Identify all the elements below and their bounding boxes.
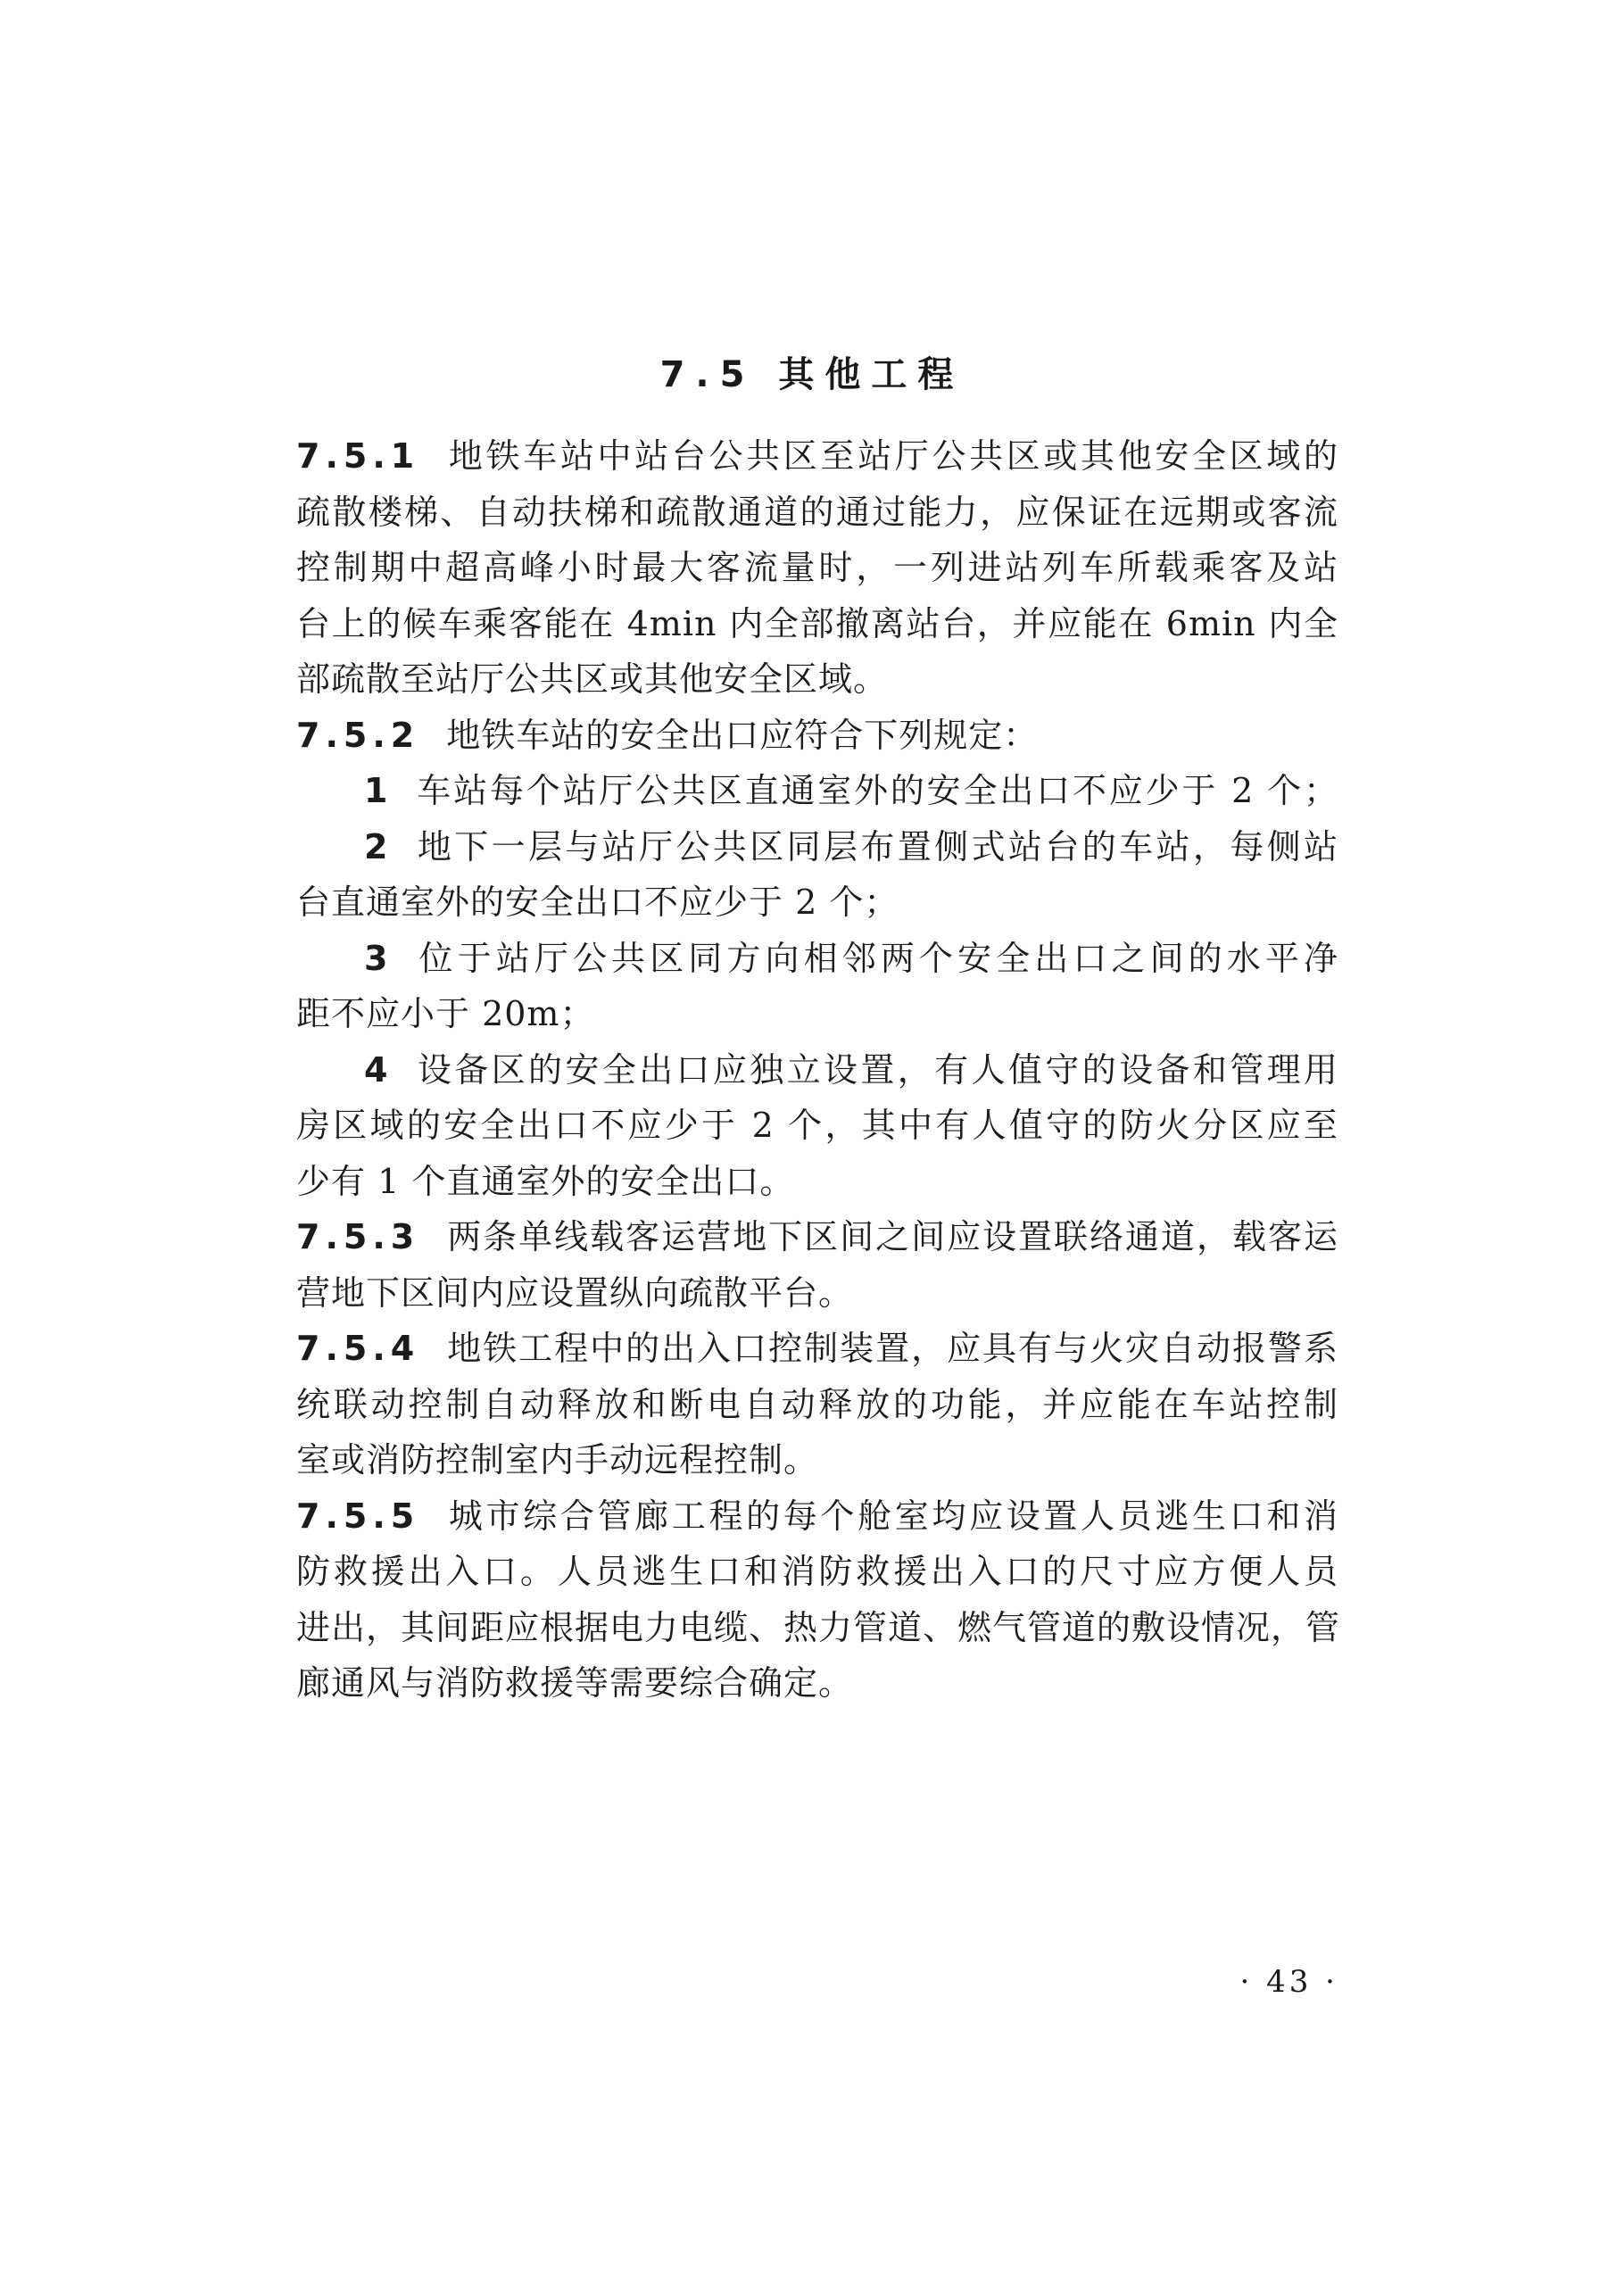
clause-7-5-5-line-2: 防救援出入口。人员逃生口和消防救援出入口的尺寸应方便人员	[296, 1552, 1338, 1591]
clause-7-5-1-line-1	[296, 428, 1338, 485]
clause-number: 7.5.4	[296, 1329, 420, 1368]
clause-7-5-1-line-2: 疏散楼梯、自动扶梯和疏散通道的通过能力，应保证在远期或客流	[296, 492, 1338, 532]
item-number: 4	[364, 1049, 389, 1090]
item-text: 设备区的安全出口应独立设置，有人值守的设备和管理用	[415, 1049, 1338, 1090]
section-title: 7.5 其他工程	[659, 354, 965, 395]
item-4-line-1	[296, 1042, 1338, 1098]
item-2-line-2: 台直通室外的安全出口不应少于 2 个；	[296, 883, 899, 922]
clause-text: 地铁车站中站台公共区至站厅公共区或其他安全区域的	[446, 436, 1338, 476]
clause-7-5-4-line-1	[296, 1321, 1338, 1377]
clause-7-5-4-line-2: 统联动控制自动释放和断电自动释放的功能，并应能在车站控制	[296, 1384, 1338, 1424]
clause-7-5-3-line-1	[296, 1209, 1338, 1265]
item-text: 车站每个站厅公共区直通室外的安全出口不应少于 2 个；	[415, 771, 1338, 810]
item-1-line-1	[296, 763, 1338, 819]
body-text	[296, 428, 1341, 1712]
item-text: 地下一层与站厅公共区同层布置侧式站台的车站，每侧站	[415, 826, 1338, 866]
item-4-line-3: 少有 1 个直通室外的安全出口。	[296, 1161, 795, 1201]
item-3-line-1	[296, 931, 1338, 987]
item-text: 位于站厅公共区同方向相邻两个安全出口之间的水平净	[415, 938, 1338, 978]
clause-text: 地铁工程中的出入口控制装置，应具有与火灾自动报警系	[446, 1329, 1338, 1368]
clause-7-5-1-line-5: 部疏散至站厅公共区或其他安全区域。	[296, 659, 889, 699]
item-number: 2	[364, 826, 389, 866]
clause-number: 7.5.2	[296, 715, 420, 755]
clause-7-5-2-line-1	[296, 708, 1338, 764]
item-number: 1	[364, 771, 389, 810]
item-number: 3	[364, 938, 389, 978]
clause-7-5-4-line-3: 室或消防控制室内手动远程控制。	[296, 1440, 819, 1480]
item-4-line-2: 房区域的安全出口不应少于 2 个，其中有人值守的防火分区应至	[296, 1106, 1338, 1145]
page-number: · 43 ·	[1239, 1964, 1338, 2000]
clause-7-5-5-line-3: 进出，其间距应根据电力电缆、热力管道、燃气管道的敷设情况，管	[296, 1607, 1341, 1647]
clause-number: 7.5.5	[296, 1496, 420, 1536]
clause-7-5-1-line-4: 台上的候车乘客能在 4min 内全部撤离站台，并应能在 6min 内全	[296, 603, 1338, 643]
item-3-line-2: 距不应小于 20m；	[296, 994, 595, 1033]
clause-number: 7.5.3	[296, 1217, 420, 1256]
clause-text: 两条单线载客运营地下区间之间应设置联络通道，载客运	[446, 1217, 1338, 1256]
clause-number: 7.5.1	[296, 436, 420, 476]
clause-7-5-5-line-1	[296, 1488, 1338, 1545]
clause-7-5-3-line-2: 营地下区间内应设置纵向疏散平台。	[296, 1272, 854, 1313]
clause-text: 地铁车站的安全出口应符合下列规定：	[446, 715, 1039, 755]
item-2-line-1	[296, 819, 1338, 875]
clause-text: 城市综合管廊工程的每个舱室均应设置人员逃生口和消	[446, 1496, 1338, 1536]
clause-7-5-1-line-3: 控制期中超高峰小时最大客流量时，一列进站列车所载乘客及站	[296, 548, 1338, 587]
clause-7-5-5-line-4: 廊通风与消防救援等需要综合确定。	[296, 1663, 854, 1703]
